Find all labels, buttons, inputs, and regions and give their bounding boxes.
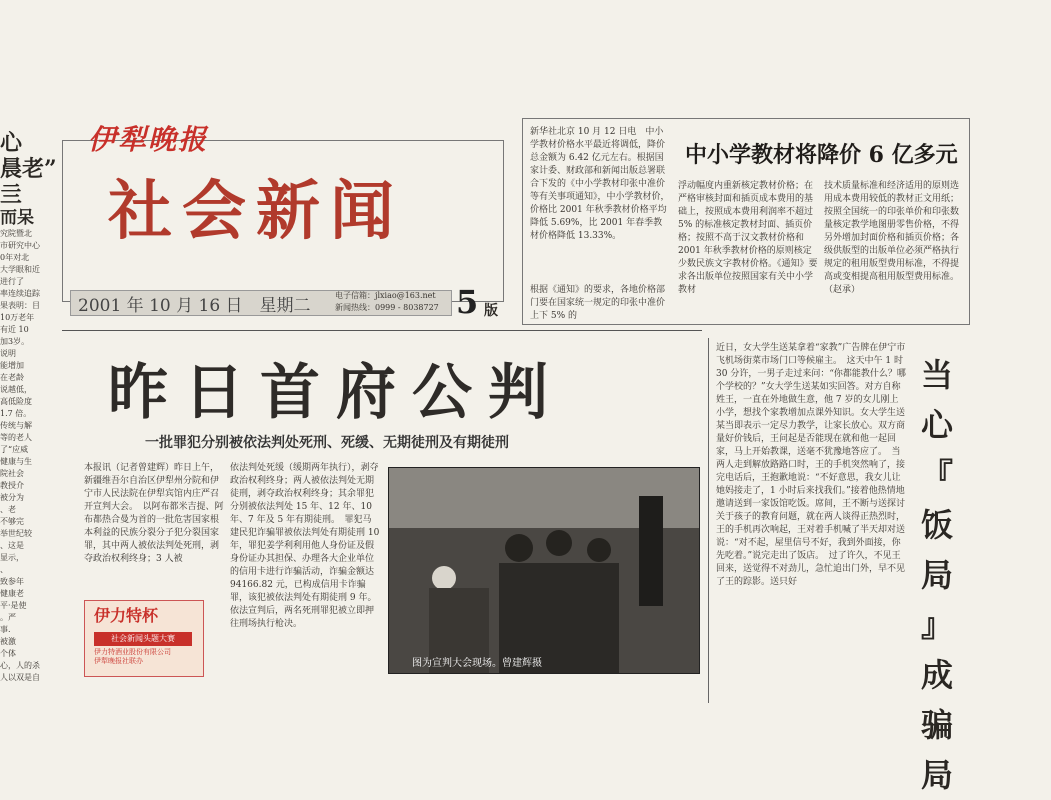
strip-heading-1: 心 bbox=[0, 130, 23, 156]
strip-line: 了“应威 bbox=[0, 445, 29, 454]
strip-heading-3: 亖 bbox=[0, 182, 23, 208]
textbook-col-1: 新华社北京 10 月 12 日电 中小学教材价格水平最近将调低，降价总金额为 6.42 亿元左右。根据国家计委、财政部和新闻出版总署联合下发的《中小学教材印张中准价等有关事项通知》，中小学教材价，价格比 2001 年秋季教材价格平均降低 5.69%，比 2001 年春季教材价格降低 13.33%。 bbox=[530, 127, 670, 241]
strip-line: 个体 bbox=[0, 649, 16, 658]
strip-line: 心，人的杀 bbox=[0, 661, 40, 670]
main-headline: 昨日首府公判 bbox=[108, 358, 564, 428]
feature-title bbox=[915, 350, 959, 800]
strip-body bbox=[0, 228, 58, 684]
textbook-col-4: 技术质量标准和经济适用的原则选用成本费用较低的教材正文用纸；按照全国统一的印张单价和印张数量核定教学地图册零售价格，不得另外增加封面价格和插页价格；各级供版型的出版单位必须严格执行规定的租用版型费用标准，不得提高或变相提高租用版型费用标准。（赵承） bbox=[824, 181, 960, 295]
strip-line: 究院暨北 bbox=[0, 229, 32, 238]
strip-line: 事. bbox=[0, 625, 11, 634]
strip-heading-2: 晨老” bbox=[0, 156, 57, 182]
strip-heading-4: 而呆 bbox=[0, 208, 34, 228]
main-story-col-1: 本报讯（记者曾建辉）昨日上午，新疆维吾尔自治区伊犁州分院和伊宁市人民法院在伊犁宾馆内庄严召开宣判大会。 以阿布都米吉提、阿布都热合曼为首的一批危害国家根本利益的民族分裂分子犯分裂国家罪，其中两人被依法判处死刑，剥夺政治权利终身；3 人被 bbox=[84, 463, 224, 564]
strip-line: 人以双是自 bbox=[0, 673, 40, 682]
email-line: 电子信箱：jlxiao@163.net bbox=[335, 291, 436, 300]
feature-body: 近日，女大学生送某拿着“家教”广告牌在伊宁市飞机场街菜市场门口等候雇主。 这天中午 1 时 30 分许，一男子走过来问：“你都能教什么？哪个学校的？”女大学生送某如实回答。对方自称姓王，一直在外地做生意，他 7 岁的女儿刚上小学，想找个家教增加点课外知识。女大学生送某当即表示一定尽力教学，让家长放心。双方商量好价钱后，王问起是否能现在就和他一起回家，马上开始教课，送毫不犹豫地答应了。 当两人走到解放路路口时，王的手机突然响了，接完电话后，王抱歉地说：“不好意思，我女儿让她妈接走了，1 小时后来找我们。”接着他热情地邀请送到一家饭馆吃饭。席间，王不断与送探讨关于孩子的教育问题，就在两人谈得正热烈时，王的手机再次响起，王对着手机喊了半天却对送说：“对不起，屋里信号不好，我到外面接，你先吃着。”说完走出了饭店。 过了许久，不见王回来，送觉得不对劲儿，急忙追出门外，早不见了王的踪影。送只好 bbox=[716, 343, 906, 587]
strip-line: 传统与解 bbox=[0, 421, 32, 430]
strip-line: 健康老 bbox=[0, 589, 24, 598]
page-number: 5 bbox=[456, 283, 479, 321]
strip-line: 在老龄 bbox=[0, 373, 24, 382]
strip-line: 被激 bbox=[0, 637, 16, 646]
strip-line: 教授介 bbox=[0, 481, 24, 490]
hotline-line: 新闻热线：0999 - 8038727 bbox=[335, 303, 439, 312]
strip-line: 等的老人 bbox=[0, 433, 32, 442]
strip-line: 显示， bbox=[0, 553, 24, 562]
strip-line: 院社会 bbox=[0, 469, 24, 478]
adjacent-article-strip bbox=[0, 118, 58, 703]
news-photo bbox=[388, 467, 700, 674]
feature-title-char: 局 bbox=[920, 756, 953, 794]
newspaper-logo: 伊犁晚报 bbox=[88, 123, 209, 156]
textbook-col-3: 浮动幅度内重新核定教材价格；在严格审核封面和插页成本费用的基础上，按照成本费用利润率不超过 5% 的标准核定教材封面、插页价格；按照不高于汉文教材价格和 2001 年秋季教材价格的原则核定少数民族文字教材价格。《通知》要求各出版单位按照国家有关中小学教材 bbox=[678, 181, 818, 295]
contact-info bbox=[335, 290, 445, 314]
strip-line: 说越低， bbox=[0, 385, 32, 394]
issue-date: 2001 年 10 月 16 日 星期二 bbox=[78, 296, 311, 316]
vertical-rule bbox=[708, 338, 709, 703]
sponsor-ad-lines bbox=[94, 648, 192, 666]
photo-caption: 图为宣判大会现场。曾建辉摄 bbox=[412, 658, 542, 669]
feature-title-char: 心 bbox=[920, 406, 953, 444]
strip-line: 能增加 bbox=[0, 361, 24, 370]
strip-line: 进行了 bbox=[0, 277, 24, 286]
strip-line: 大学眼和近 bbox=[0, 265, 40, 274]
strip-line: 健康与生 bbox=[0, 457, 32, 466]
textbook-headline: 中小学教材将降价 6 亿多元 bbox=[685, 142, 958, 168]
feature-title-char: 骗 bbox=[920, 706, 953, 744]
strip-line: 。严 bbox=[0, 613, 16, 622]
strip-line: 1.7 倍。 bbox=[0, 409, 32, 418]
strip-line: 有近 10 bbox=[0, 325, 29, 334]
page-suffix: 版 bbox=[484, 303, 498, 319]
feature-title-char: 局 bbox=[920, 556, 953, 594]
feature-title-char: 饭 bbox=[920, 506, 953, 544]
feature-title-char: 当 bbox=[920, 356, 953, 394]
feature-title-char: 』 bbox=[920, 606, 953, 644]
strip-line: 说明 bbox=[0, 349, 16, 358]
strip-line: 10万老年 bbox=[0, 313, 35, 322]
strip-line: 市研究中心 bbox=[0, 241, 40, 250]
strip-line: 举世纪较 bbox=[0, 529, 32, 538]
feature-title-char: 成 bbox=[920, 656, 953, 694]
strip-line: 果表明：目 bbox=[0, 301, 40, 310]
strip-line: 加3岁。 bbox=[0, 337, 30, 346]
strip-line: 不够完 bbox=[0, 517, 24, 526]
main-subheadline: 一批罪犯分别被依法判处死刑、死缓、无期徒刑及有期徒刑 bbox=[145, 435, 509, 451]
strip-line: 平·是使 bbox=[0, 601, 27, 610]
strip-line: 、 bbox=[0, 565, 8, 574]
strip-line: 被分为 bbox=[0, 493, 24, 502]
strip-line: 、老 bbox=[0, 505, 16, 514]
photo-crowd-illustration bbox=[389, 468, 699, 673]
section-title: 社会新闻 bbox=[108, 174, 404, 249]
strip-line: 致参年 bbox=[0, 577, 24, 586]
horizontal-rule bbox=[62, 330, 702, 331]
sponsor-ad-line-1: 伊力特酒业股份有限公司 bbox=[94, 648, 171, 656]
sponsor-ad-banner: 社会新闻头题大赛 bbox=[94, 632, 192, 646]
feature-title-char: 『 bbox=[920, 456, 953, 494]
sponsor-ad-line-2: 伊犁晚报社联办 bbox=[94, 657, 143, 665]
main-story-col-2: 依法判处死缓（缓期两年执行），剥夺政治权利终身；两人被依法判处无期徒刑，剥夺政治权利终身；其余罪犯分别被依法判处 15 年、12 年、10 年、7 年及 5 年有期徒刑。 罪犯马建民犯诈骗罪被依法判处有期徒刑 10 年，罪犯姜学利利用他人身份证及假身份证办其担保、办理各大企业单位的信用卡进行诈骗活动，诈骗金额达 94166.82 元，已构成信用卡诈骗罪，该犯被依法判处有期徒刑 9 年。 依法宣判后，两名死刑罪犯被立即押往刑场执行枪决。 bbox=[230, 463, 381, 629]
strip-line: 率连续追踪 bbox=[0, 289, 40, 298]
strip-line: 0年对北 bbox=[0, 253, 30, 262]
sponsor-ad-title: 伊力特杯 bbox=[94, 606, 159, 625]
strip-line: 高低险度 bbox=[0, 397, 32, 406]
strip-line: 、这是 bbox=[0, 541, 24, 550]
textbook-col-2: 根据《通知》的要求，各地价格部门要在国家统一规定的印张中准价上下 5% 的 bbox=[530, 285, 666, 321]
